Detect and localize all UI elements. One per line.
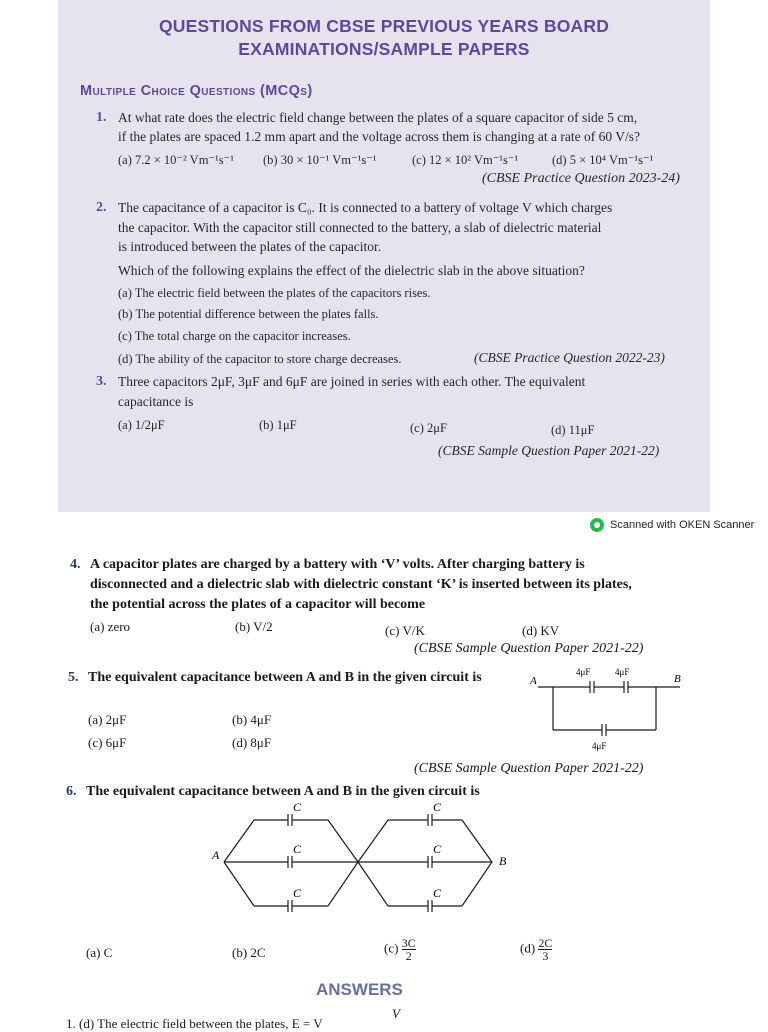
- option-d: (d) 5 × 10⁴ Vm⁻¹s⁻¹: [552, 153, 654, 167]
- option-b: (b) 1μF: [259, 418, 297, 432]
- option-d: (d) The ability of the capacitor to store charge decreases.: [118, 352, 402, 366]
- network-wires: [224, 814, 492, 912]
- answer-1-partial: 1. (d) The electric field between the plates, E = V: [66, 1016, 323, 1031]
- question-number: 5.: [68, 670, 79, 685]
- option-c-fraction: [402, 937, 416, 962]
- capacitor-label: C: [293, 886, 302, 900]
- question-text: At what rate does the electric field change between the plates of a square capacitor of side 5 cm,: [118, 110, 638, 125]
- scanner-label: Scanned with OKEN Scanner: [610, 518, 755, 531]
- capacitor-label: C: [433, 886, 442, 900]
- question-source: (CBSE Practice Question 2022-23): [474, 350, 665, 365]
- answers-heading: ANSWERS: [316, 980, 403, 999]
- question-number: 2.: [96, 200, 107, 215]
- section-heading: Multiple Choice Questions (MCQs): [80, 83, 313, 99]
- option-c: (c) 6μF: [88, 735, 127, 750]
- option-b: (b) The potential difference between the plates falls.: [118, 307, 379, 321]
- capacitor-label: C: [433, 842, 442, 856]
- question-text: the capacitor. With the capacitor still connected to the battery, a slab of dielectric material: [118, 220, 602, 235]
- question-text: the potential across the plates of a capacitor will become: [90, 597, 426, 612]
- question-text: disconnected and a dielectric slab with dielectric constant ‘K’ is inserted between its plates,: [90, 577, 632, 592]
- option-c: (c) The total charge on the capacitor increases.: [118, 329, 351, 343]
- capacitor-label: 4μF: [592, 741, 607, 751]
- option-d: (d) 8μF: [232, 735, 272, 750]
- option-a: (a) zero: [90, 619, 131, 634]
- fraction-numerator: 2C: [538, 936, 553, 950]
- node-b-label: B: [674, 673, 681, 685]
- option-d-label: (d): [520, 940, 536, 956]
- question-source: (CBSE Sample Question Paper 2021-22): [414, 641, 644, 656]
- question-text: A capacitor plates are charged by a battery with ‘V’ volts. After charging battery is: [90, 557, 585, 572]
- circuit-wires: [538, 681, 680, 736]
- question-number: 1.: [96, 110, 107, 125]
- scanner-watermark: [590, 518, 754, 532]
- option-a: (a) 2μF: [88, 712, 127, 727]
- option-b: (b) 30 × 10⁻¹ Vm⁻¹s⁻¹: [263, 153, 377, 167]
- capacitor-label: C: [293, 800, 302, 814]
- question-text: Which of the following explains the effect of the dielectric slab in the above situation?: [118, 263, 585, 278]
- capacitor-label: 4μF: [615, 667, 630, 677]
- option-a: (a) C: [86, 945, 113, 960]
- question-source: (CBSE Sample Question Paper 2021-22): [414, 761, 644, 776]
- option-d: (d) KV: [522, 623, 560, 638]
- question-source: (CBSE Practice Question 2023-24): [482, 171, 680, 186]
- page-title-line1: QUESTIONS FROM CBSE PREVIOUS YEARS BOARD: [158, 16, 610, 36]
- node-b-label: B: [499, 854, 507, 868]
- scanned-page-top: [58, 0, 710, 512]
- question-number: 4.: [70, 557, 81, 572]
- question-text: if the plates are spaced 1.2 mm apart and the voltage across them is changing at a rate of 60 V/s?: [118, 129, 640, 144]
- fraction-numerator: 3C: [401, 936, 416, 950]
- option-c: (c) 12 × 10² Vm⁻¹s⁻¹: [412, 153, 519, 167]
- question-source: (CBSE Sample Question Paper 2021-22): [438, 443, 660, 458]
- node-a-label: A: [530, 675, 537, 687]
- option-d: [520, 937, 552, 962]
- option-c-label: (c): [384, 940, 399, 956]
- question-number: 3.: [96, 374, 107, 389]
- capacitor-label: 4μF: [576, 667, 591, 677]
- option-d-fraction: [538, 937, 552, 962]
- option-c: [384, 937, 416, 962]
- answer-fraction-numerator: V: [392, 1006, 400, 1021]
- node-a-label: A: [212, 848, 220, 862]
- capacitor-label: C: [433, 800, 442, 814]
- option-b: (b) V/2: [235, 619, 273, 634]
- scanned-page-bottom: [0, 537, 768, 1024]
- option-c: (c) V/K: [385, 623, 425, 638]
- question-text: The equivalent capacitance between A and B in the given circuit is: [88, 670, 482, 685]
- scanner-logo-icon: [590, 518, 604, 532]
- question-number: 6.: [66, 784, 77, 799]
- question-text: The capacitance of a capacitor is C₀. It is connected to a battery of voltage V which charges: [118, 200, 613, 215]
- capacitor-label: C: [293, 842, 302, 856]
- option-a: (a) 1/2μF: [118, 418, 165, 432]
- question-text: Three capacitors 2μF, 3μF and 6μF are joined in series with each other. The equivalent: [118, 374, 586, 389]
- option-b: (b) 4μF: [232, 712, 272, 727]
- hexagon-capacitor-network: [200, 799, 530, 931]
- option-a: (a) 7.2 × 10⁻² Vm⁻¹s⁻¹: [118, 153, 234, 167]
- question-text: is introduced between the plates of the capacitor.: [118, 239, 382, 254]
- question-text: capacitance is: [118, 394, 194, 409]
- series-parallel-circuit: [526, 663, 696, 753]
- page-title-line2: EXAMINATIONS/SAMPLE PAPERS: [238, 39, 530, 59]
- fraction-denominator: 3: [542, 949, 549, 963]
- option-c: (c) 2μF: [410, 421, 447, 435]
- question-text: The equivalent capacitance between A and B in the given circuit is: [86, 784, 480, 799]
- option-b: (b) 2C: [232, 945, 266, 960]
- option-a: (a) The electric field between the plates of the capacitors rises.: [118, 286, 431, 300]
- fraction-denominator: 2: [405, 949, 412, 963]
- option-d: (d) 11μF: [551, 423, 595, 437]
